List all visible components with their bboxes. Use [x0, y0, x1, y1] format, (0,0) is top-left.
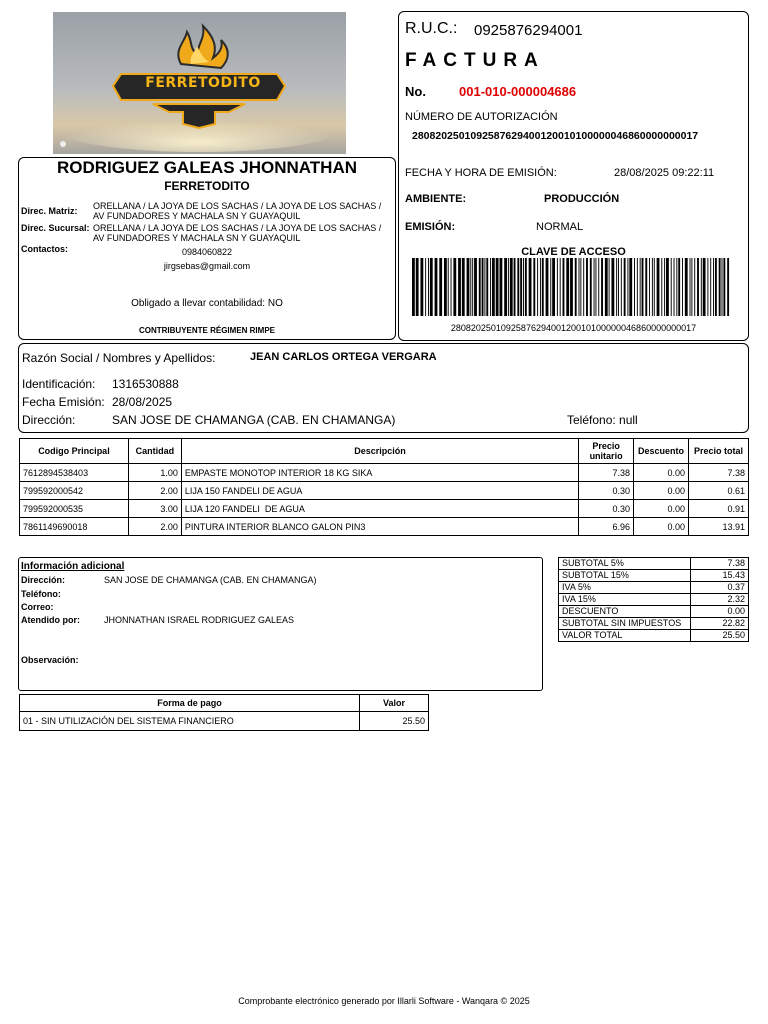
- totals-row: [559, 606, 749, 618]
- attended-by: JHONNATHAN ISRAEL RODRIGUEZ GALEAS: [104, 615, 295, 625]
- main-address: ORELLANA / LA JOYA DE LOS SACHAS / LA JOYA DE LOS SACHAS / AV FUNDADORES Y MACHALA SN Y GUAYAQUIL: [93, 201, 382, 221]
- item-unit-price: 7.38: [579, 464, 634, 482]
- taxpayer-regime: CONTRIBUYENTE RÉGIMEN RIMPE: [138, 326, 275, 335]
- item-total: 7.38: [689, 464, 749, 482]
- item-description: PINTURA INTERIOR BLANCO GALON PIN3: [181, 518, 578, 536]
- item-total: 0.61: [689, 482, 749, 500]
- item-code: 7861149690018: [20, 518, 129, 536]
- item-quantity: 1.00: [128, 464, 181, 482]
- totals-table: [558, 557, 749, 642]
- additional-email-label: Correo:: [21, 602, 54, 612]
- item-code: 799592000542: [20, 482, 129, 500]
- items-header-row: [20, 439, 749, 464]
- item-discount: 0.00: [634, 482, 689, 500]
- footer-note: Comprobante electrónico generado por Illarli Software - Wanqara © 2025: [238, 996, 530, 1006]
- invoice-number: 001-010-000004686: [459, 84, 577, 99]
- buyer-name: JEAN CARLOS ORTEGA VERGARA: [250, 351, 437, 363]
- buyer-address-label: Dirección:: [22, 413, 76, 427]
- payment-header-row: [20, 695, 429, 712]
- totals-label: SUBTOTAL 15%: [559, 570, 691, 582]
- buyer-info-box: [18, 343, 749, 433]
- buyer-id: 1316530888: [112, 377, 179, 391]
- access-key-number: 2808202501092587629400120010100000046860000000017: [450, 323, 697, 333]
- table-row: [20, 500, 749, 518]
- totals-value: 22.82: [691, 618, 749, 630]
- totals-row: [559, 558, 749, 570]
- item-total: 0.91: [689, 500, 749, 518]
- col-code: Codigo Principal: [20, 439, 129, 464]
- item-code: 7612894538403: [20, 464, 129, 482]
- totals-value: 15.43: [691, 570, 749, 582]
- emission-date: 28/08/2025 09:22:11: [614, 167, 715, 179]
- issuer-trade-name: FERRETODITO: [164, 179, 250, 193]
- payment-table: [19, 694, 429, 731]
- item-description: LIJA 120 FANDELI DE AGUA: [181, 500, 578, 518]
- buyer-date: 28/08/2025: [112, 395, 173, 409]
- totals-label: SUBTOTAL 5%: [559, 558, 691, 570]
- item-unit-price: 0.30: [579, 500, 634, 518]
- buyer-date-label: Fecha Emisión:: [22, 395, 105, 409]
- logo-wordmark: FERRETODITO: [145, 75, 261, 91]
- buyer-phone: Teléfono: null: [567, 413, 638, 427]
- attended-by-label: Atendido por:: [21, 615, 80, 625]
- buyer-name-label: Razón Social / Nombres y Apellidos:: [22, 351, 216, 365]
- item-total: 13.91: [689, 518, 749, 536]
- environment-label: AMBIENTE:: [405, 193, 467, 205]
- invoice-number-label: No.: [405, 84, 426, 99]
- item-quantity: 2.00: [128, 518, 181, 536]
- document-title: FACTURA: [405, 50, 545, 71]
- branch-address-label: Direc. Sucursal:: [21, 223, 90, 233]
- issuer-email: jirgsebas@gmail.com: [163, 261, 251, 271]
- main-address-label: Direc. Matriz:: [21, 206, 78, 216]
- totals-label: SUBTOTAL SIN IMPUESTOS: [559, 618, 691, 630]
- totals-label: VALOR TOTAL: [559, 630, 691, 642]
- access-key-barcode: [412, 258, 730, 316]
- col-payment-method: Forma de pago: [20, 695, 360, 712]
- buyer-id-label: Identificación:: [22, 377, 96, 391]
- totals-value: 2.32: [691, 594, 749, 606]
- totals-row: [559, 582, 749, 594]
- item-discount: 0.00: [634, 518, 689, 536]
- contacts-label: Contactos:: [21, 244, 68, 254]
- totals-row: [559, 630, 749, 642]
- item-description: LIJA 150 FANDELI DE AGUA: [181, 482, 578, 500]
- issuer-name: RODRIGUEZ GALEAS JHONNATHAN: [56, 158, 358, 177]
- totals-row: [559, 594, 749, 606]
- branch-address: ORELLANA / LA JOYA DE LOS SACHAS / LA JOYA DE LOS SACHAS / AV FUNDADORES Y MACHALA SN Y GUAYAQUIL: [93, 223, 382, 243]
- additional-info-title: Información adicional: [21, 561, 125, 572]
- emission-date-label: FECHA Y HORA DE EMISIÓN:: [405, 167, 557, 179]
- totals-label: DESCUENTO: [559, 606, 691, 618]
- table-row: [20, 482, 749, 500]
- ruc-label: R.U.C.:: [405, 20, 458, 37]
- emission-type-value: NORMAL: [536, 221, 584, 233]
- authorization-label: NÚMERO DE AUTORIZACIÓN: [405, 111, 558, 123]
- table-row: [20, 712, 429, 731]
- totals-row: [559, 618, 749, 630]
- col-payment-value: Valor: [360, 695, 429, 712]
- observation-label: Observación:: [21, 655, 79, 665]
- payment-value: 25.50: [360, 712, 429, 731]
- emission-type-label: EMISIÓN:: [405, 221, 456, 233]
- table-row: [20, 464, 749, 482]
- item-unit-price: 6.96: [579, 518, 634, 536]
- company-logo: [53, 12, 346, 154]
- col-unit-price: Precio unitario: [579, 439, 634, 464]
- item-discount: 0.00: [634, 464, 689, 482]
- issuer-info-box: [18, 157, 396, 340]
- ruc-number: 0925876294001: [474, 22, 583, 39]
- accounting-obligation: Obligado a llevar contabilidad: NO: [131, 298, 283, 309]
- col-description: Descripción: [181, 439, 578, 464]
- totals-row: [559, 570, 749, 582]
- totals-value: 25.50: [691, 630, 749, 642]
- authorization-number: 2808202501092587629400120010100000046860000000017: [412, 130, 699, 142]
- access-key-label: CLAVE DE ACCESO: [521, 246, 626, 258]
- additional-address-label: Dirección:: [21, 575, 66, 585]
- environment-value: PRODUCCIÓN: [544, 193, 620, 205]
- totals-value: 0.37: [691, 582, 749, 594]
- item-code: 799592000535: [20, 500, 129, 518]
- totals-value: 7.38: [691, 558, 749, 570]
- additional-address: SAN JOSE DE CHAMANGA (CAB. EN CHAMANGA): [104, 575, 317, 585]
- item-unit-price: 0.30: [579, 482, 634, 500]
- totals-label: IVA 15%: [559, 594, 691, 606]
- totals-label: IVA 5%: [559, 582, 691, 594]
- item-description: EMPASTE MONOTOP INTERIOR 18 KG SIKA: [181, 464, 578, 482]
- additional-info-box: [18, 557, 543, 691]
- invoice-header-box: [398, 11, 749, 341]
- additional-phone-label: Teléfono:: [21, 589, 61, 599]
- buyer-address: SAN JOSE DE CHAMANGA (CAB. EN CHAMANGA): [112, 413, 396, 427]
- table-row: [20, 518, 749, 536]
- item-discount: 0.00: [634, 500, 689, 518]
- item-quantity: 2.00: [128, 482, 181, 500]
- item-quantity: 3.00: [128, 500, 181, 518]
- col-quantity: Cantidad: [128, 439, 181, 464]
- col-total-price: Precio total: [689, 439, 749, 464]
- col-discount: Descuento: [634, 439, 689, 464]
- totals-value: 0.00: [691, 606, 749, 618]
- issuer-phone: 0984060822: [181, 247, 233, 257]
- items-table: [19, 438, 749, 536]
- payment-method: 01 - SIN UTILIZACIÓN DEL SISTEMA FINANCIERO: [20, 712, 360, 731]
